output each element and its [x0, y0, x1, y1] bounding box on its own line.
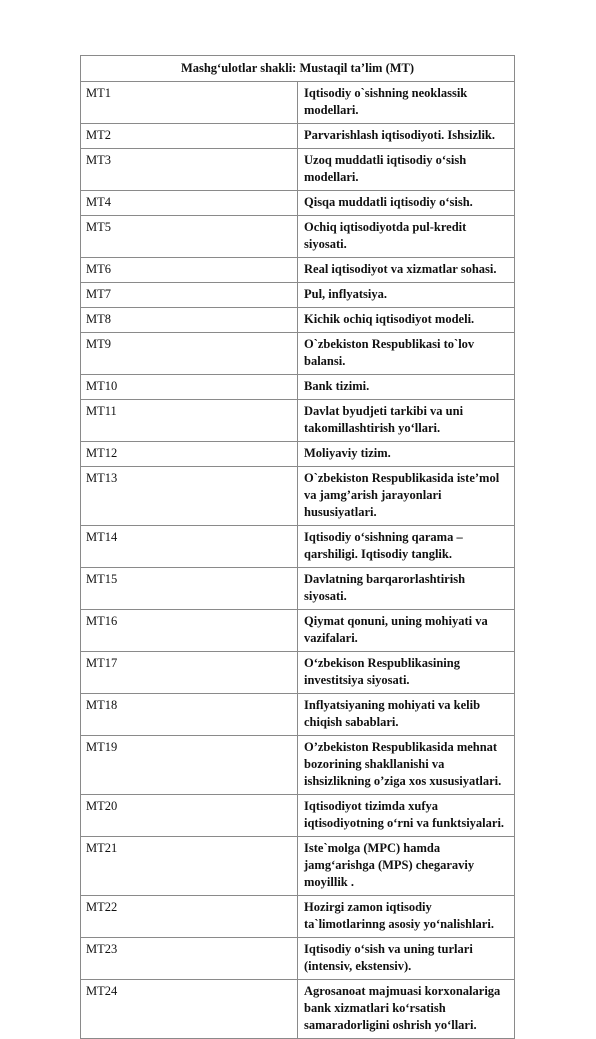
row-code: MT4: [81, 191, 298, 216]
row-code: MT1: [81, 82, 298, 124]
row-topic: Hozirgi zamon iqtisodiy ta`limotlarinng asosiy yo‘nalishlari.: [298, 896, 515, 938]
row-topic: Iqtisodiy o‘sish va uning turlari (intensiv, ekstensiv).: [298, 938, 515, 980]
row-topic: Inflyatsiyaning mohiyati va kelib chiqish sabablari.: [298, 694, 515, 736]
table-row: [81, 526, 515, 568]
row-topic: O’zbekiston Respublikasida mehnat bozorining shakllanishi va ishsizlikning o’ziga xos xususiyatlari.: [298, 736, 515, 795]
table-body: [81, 82, 515, 1039]
table-row: [81, 467, 515, 526]
row-topic: Bank tizimi.: [298, 375, 515, 400]
row-code: MT21: [81, 837, 298, 896]
table-row: [81, 124, 515, 149]
row-topic: Real iqtisodiyot va xizmatlar sohasi.: [298, 258, 515, 283]
row-topic: Iste`molga (MPC) hamda jamg‘arishga (MPS) chegaraviy moyillik .: [298, 837, 515, 896]
row-code: MT6: [81, 258, 298, 283]
table-row: [81, 216, 515, 258]
row-topic: Qiymat qonuni, uning mohiyati va vazifalari.: [298, 610, 515, 652]
row-code: MT5: [81, 216, 298, 258]
table-row: [81, 837, 515, 896]
table-row: [81, 333, 515, 375]
row-topic: Ochiq iqtisodiyotda pul-kredit siyosati.: [298, 216, 515, 258]
table-row: [81, 938, 515, 980]
table-row: [81, 980, 515, 1039]
table-row: [81, 82, 515, 124]
table-row: [81, 258, 515, 283]
row-topic: Iqtisodiyot tizimda xufya iqtisodiyotning o‘rni va funktsiyalari.: [298, 795, 515, 837]
row-code: MT17: [81, 652, 298, 694]
row-topic: Davlatning barqarorlashtirish siyosati.: [298, 568, 515, 610]
row-topic: Kichik ochiq iqtisodiyot modeli.: [298, 308, 515, 333]
row-code: MT19: [81, 736, 298, 795]
row-topic: Uzoq muddatli iqtisodiy o‘sish modellari.: [298, 149, 515, 191]
table-row: [81, 191, 515, 216]
row-code: MT22: [81, 896, 298, 938]
table-header-row: [81, 56, 515, 82]
row-topic: Davlat byudjeti tarkibi va uni takomillashtirish yo‘llari.: [298, 400, 515, 442]
row-code: MT8: [81, 308, 298, 333]
row-code: MT11: [81, 400, 298, 442]
table-row: [81, 694, 515, 736]
row-code: MT24: [81, 980, 298, 1039]
row-topic: Parvarishlash iqtisodiyoti. Ishsizlik.: [298, 124, 515, 149]
independent-study-table: [80, 55, 515, 1039]
row-topic: Pul, inflyatsiya.: [298, 283, 515, 308]
row-code: MT18: [81, 694, 298, 736]
row-code: MT2: [81, 124, 298, 149]
row-code: MT15: [81, 568, 298, 610]
row-code: MT23: [81, 938, 298, 980]
row-code: MT12: [81, 442, 298, 467]
row-code: MT20: [81, 795, 298, 837]
table-row: [81, 568, 515, 610]
row-topic: O‘zbekison Respublikasining investitsiya siyosati.: [298, 652, 515, 694]
table-row: [81, 375, 515, 400]
table-row: [81, 442, 515, 467]
row-code: MT9: [81, 333, 298, 375]
row-topic: Qisqa muddatli iqtisodiy o‘sish.: [298, 191, 515, 216]
table-row: [81, 610, 515, 652]
row-topic: Agrosanoat majmuasi korxonalariga bank xizmatlari ko‘rsatish samaradorligini oshrish yo‘llari.: [298, 980, 515, 1039]
table-row: [81, 652, 515, 694]
table-row: [81, 795, 515, 837]
row-topic: O`zbekiston Respublikasida iste’mol va jamg’arish jarayonlari hususiyatlari.: [298, 467, 515, 526]
table-header: Mashg‘ulotlar shakli: Mustaqil ta’lim (MT): [81, 56, 515, 82]
row-topic: Iqtisodiy o`sishning neoklassik modellari.: [298, 82, 515, 124]
row-code: MT7: [81, 283, 298, 308]
row-code: MT16: [81, 610, 298, 652]
row-code: MT3: [81, 149, 298, 191]
row-topic: Moliyaviy tizim.: [298, 442, 515, 467]
row-topic: O`zbekiston Respublikasi to`lov balansi.: [298, 333, 515, 375]
table-row: [81, 400, 515, 442]
table-row: [81, 896, 515, 938]
table-row: [81, 308, 515, 333]
row-code: MT10: [81, 375, 298, 400]
row-topic: Iqtisodiy o‘sishning qarama – qarshiligi. Iqtisodiy tanglik.: [298, 526, 515, 568]
table-row: [81, 149, 515, 191]
row-code: MT14: [81, 526, 298, 568]
row-code: MT13: [81, 467, 298, 526]
table-row: [81, 283, 515, 308]
table-row: [81, 736, 515, 795]
